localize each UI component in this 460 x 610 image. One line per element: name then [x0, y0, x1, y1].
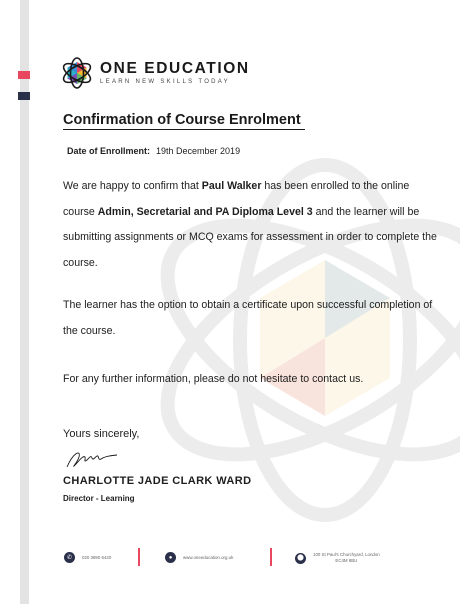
p1-text-c: and the learner will be submitting assignments or MCQ exams for assessment in order to complete the course. [63, 205, 437, 269]
brand-logo [60, 56, 250, 90]
navy-accent-square [18, 92, 30, 100]
contact-paragraph: For any further information, please do not hesitate to contact us. [63, 373, 364, 385]
address-line-1: 100 St Paul's Churchyard, London [313, 552, 380, 557]
location-pin-icon: ⬤ [295, 553, 306, 564]
footer-address-text [313, 552, 380, 564]
p1-text-a: We are happy to confirm that [63, 180, 202, 192]
enrollment-date [67, 146, 240, 156]
left-decorative-bar [20, 0, 29, 604]
brand-name: ONE EDUCATION [100, 60, 250, 77]
footer-website [165, 552, 233, 563]
footer-divider [138, 548, 140, 566]
confirmation-paragraph [63, 174, 438, 276]
phone-icon: ✆ [64, 552, 75, 563]
brand-tagline: LEARN NEW SKILLS TODAY [100, 79, 230, 85]
learner-name: Paul Walker [201, 180, 262, 192]
globe-icon: ● [165, 552, 176, 563]
footer-phone-text: 020 3890 6420 [82, 554, 112, 560]
closing-salutation: Yours sincerely, [63, 428, 140, 440]
date-label: Date of Enrollment: [67, 146, 151, 156]
date-value: 19th December 2019 [156, 146, 241, 156]
document-title: Confirmation of Course Enrolment [63, 112, 305, 130]
p1-text-b: has been enrolled to the online course [63, 180, 410, 218]
certificate-paragraph: The learner has the option to obtain a certificate upon successful completion of the course. [63, 299, 433, 337]
footer-divider [270, 548, 272, 566]
signer-role: Director - Learning [63, 494, 135, 503]
pink-accent-square [18, 71, 30, 79]
handwritten-signature [63, 443, 121, 473]
signer-name: CHARLOTTE JADE CLARK WARD [63, 475, 252, 487]
one-education-logo-icon [60, 56, 94, 90]
address-line-2: EC4M 8BU [335, 558, 358, 563]
footer-phone [64, 552, 111, 563]
course-name: Admin, Secretarial and PA Diploma Level 3 [97, 205, 313, 218]
footer-address [295, 552, 380, 564]
footer-website-text: www.oneeducation.org.uk [183, 554, 234, 560]
